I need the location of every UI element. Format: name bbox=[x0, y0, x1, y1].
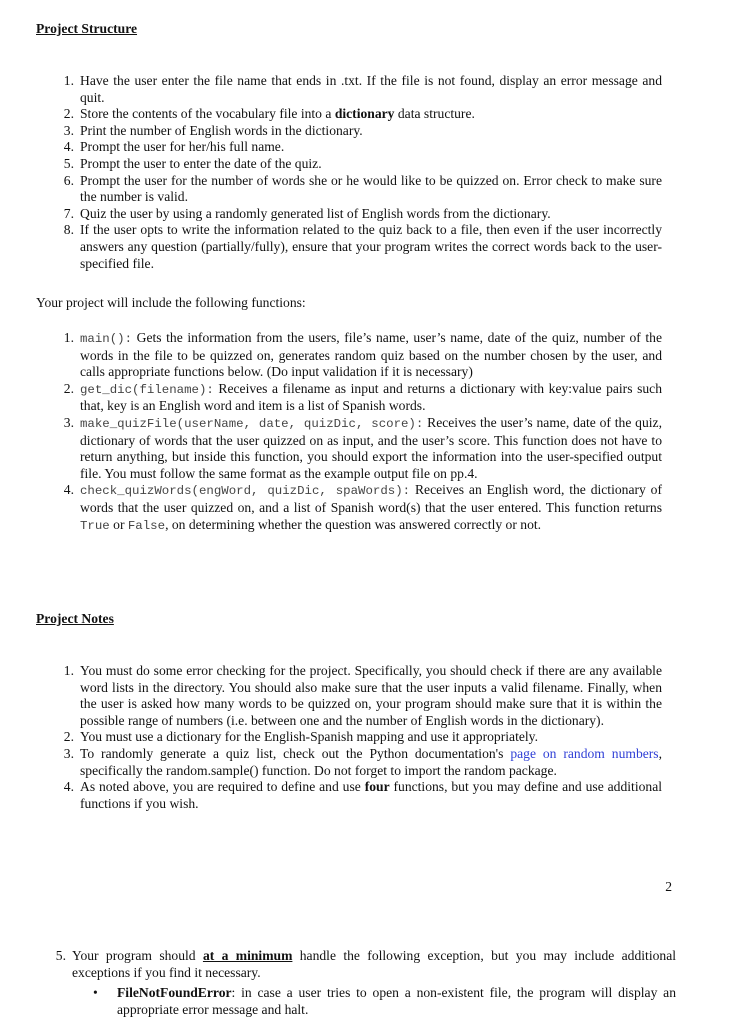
list-item: 7. Quiz the user by using a randomly generated list of English words from the dictionary. bbox=[63, 205, 551, 221]
bullet-icon: • bbox=[93, 985, 98, 1000]
list-item: 2. get_dic(filename): Receives a filename as input and returns a dictionary with key:value pairs such that, key is an English word and item is a list of Spanish words. bbox=[63, 380, 662, 414]
list-item: 1. main(): Gets the information from the users, file’s name, user’s name, date of the quiz, number of the words in the file to be quizzed on, generates random quiz based on the number chosen by the user, and calls appropriate functions below. (Do input validation if it is necessary) bbox=[63, 330, 662, 380]
list-item: 6. Prompt the user for the number of words she or he would like to be quizzed on. Error check to make sure the number is valid. bbox=[63, 172, 662, 205]
list-item: 5. Prompt the user to enter the date of the quiz. bbox=[63, 155, 322, 171]
list-item: 3. Print the number of English words in the dictionary. bbox=[63, 122, 363, 138]
list-item: 4. As noted above, you are required to define and use four functions, but you may define and use additional functions if you wish. bbox=[63, 779, 662, 811]
list-item: 4. Prompt the user for her/his full name. bbox=[63, 139, 285, 155]
random-numbers-link[interactable]: page on random numbers bbox=[510, 745, 659, 761]
list-item: 1. You must do some error checking for the project. Specifically, you should check if there are any available word lists in the directory. You should also make sure that the user inputs a valid filename. Finally, when the user is asked how many words to be quizzed on, your program should make sure that it is within the possible range of numbers (i.e. between one and the number of English words in the dictionary). bbox=[63, 663, 662, 728]
list-item: 8. If the user opts to write the information related to the quiz back to a file, then even if the user incorrectly answers any question (partially/fully), ensure that your program writes the correct words back to the user-specified file. bbox=[63, 222, 662, 271]
structure-list bbox=[63, 73, 662, 272]
list-item: 3. To randomly generate a quiz list, check out the Python documentation's page on random numbers, specifically the random.sample() function. Do not forget to import the random package. bbox=[63, 745, 662, 778]
list-item: 4. check_quizWords(engWord, quizDic, spaWords): Receives an English word, the dictionary of words that the user quizzed on, and a list of Spanish word(s) that the user entered. This function returns True or False, on determining whether the question was answered correctly or not. bbox=[63, 482, 662, 533]
list-item: 1. Have the user enter the file name that ends in .txt. If the file is not found, display an error message and quit. bbox=[63, 73, 662, 105]
list-item: 2. You must use a dictionary for the English-Spanish mapping and use it appropriately. bbox=[63, 729, 538, 745]
bullet-item: • FileNotFoundError: in case a user tries to open a non-existent file, the program will display an appropriate error message and halt. bbox=[93, 985, 676, 1017]
project-structure-heading: Project Structure bbox=[36, 21, 138, 36]
list-item: 5. Your program should at a minimum handle the following exception, but you may include additional exceptions if you find it necessary. bbox=[55, 948, 677, 980]
exception-bullet-list bbox=[93, 985, 676, 1018]
functions-intro: Your project will include the following functions: bbox=[36, 295, 306, 310]
page-number: 2 bbox=[665, 879, 672, 894]
continued-list bbox=[55, 948, 677, 981]
notes-list bbox=[63, 663, 662, 812]
list-item: 3. make_quizFile(userName, date, quizDic, score): Receives the user’s name, date of the quiz, dictionary of words that the user quizzed on as input, and the user’s score. This function does not have to return anything, but inside this function, you should export the information into the user-specified output file. You must follow the same format as the example output file on pp.4. bbox=[63, 414, 662, 481]
list-item: 2. Store the contents of the vocabulary file into a dictionary data structure. bbox=[63, 106, 475, 122]
functions-list bbox=[63, 330, 662, 534]
project-notes-heading: Project Notes bbox=[36, 611, 114, 626]
